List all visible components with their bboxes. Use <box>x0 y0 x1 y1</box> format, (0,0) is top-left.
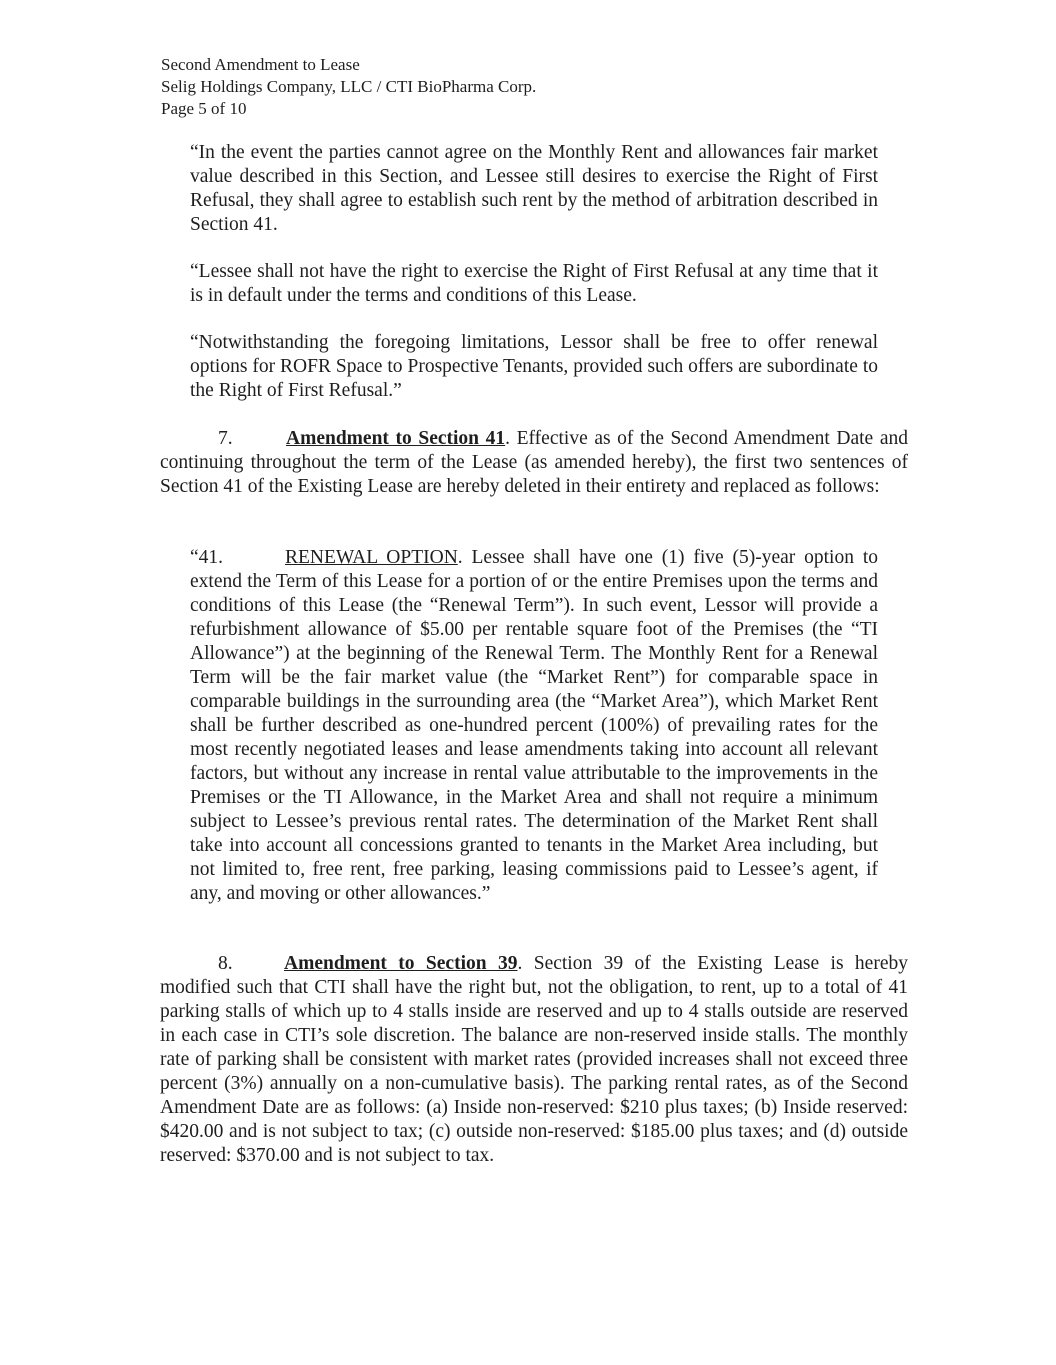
renewal-body: . Lessee shall have one (1) five (5)-year option to extend the Term of this Lease for a portion of or the entire Premises upon the terms and conditions of this Lease (the “Renewal Term”). In such event, Lessor will provide a refurbishment allowance of $5.00 per rentable square foot of the Premises (the “TI Allowance”) at the beginning of the Renewal Term. The Monthly Rent for a Renewal Term will be the fair market value (the “Market Rent”) for comparable space in comparable buildings in the surrounding area (the “Market Area”), which Market Rent shall be further described as one-hundred percent (100%) of prevailing rates for the most recently negotiated leases and lease amendments taking into account all relevant factors, but without any increase in rental value attributable to the improvements in the Premises or the TI Allowance, in the Market Area and shall not require a minimum subject to Lessee’s previous rental rates. The determination of the Market Rent shall take into account all concessions granted to tenants in the Market Area including, but not limited to, free rent, free parking, leasing commissions paid to Lessee’s agent, if any, and moving or other allowances.” <box>190 547 878 904</box>
section-7-number: 7. <box>218 428 233 449</box>
section-8-heading: Amendment to Section 39 <box>284 953 518 974</box>
section-8-body: . Section 39 of the Existing Lease is hereby modified such that CTI shall have the right but, not the obligation, to rent, up to a total of 41 parking stalls of which up to 4 stalls inside are reserved and up to 4 stalls outside are reserved in each case in CTI’s sole discretion. The balance are non-reserved inside stalls. The monthly rate of parking shall be consistent with market rates (provided increases shall not exceed three percent (3%) annually on a non-cumulative basis). The parking rental rates, as of the Second Amendment Date are as follows: (a) Inside non-reserved: $210 plus taxes; (b) Inside reserved: $420.00 and is not subject to tax; (c) outside non-reserved: $185.00 plus taxes; and (d) outside reserved: $370.00 and is not subject to tax. <box>160 953 908 1166</box>
renewal-heading: RENEWAL OPTION <box>285 547 458 568</box>
section-8-number: 8. <box>218 953 233 974</box>
quote-paragraph-default: “Lessee shall not have the right to exercise the Right of First Refusal at any time that it is in default under the terms and conditions of this Lease. <box>190 261 878 306</box>
section-8-paragraph <box>160 952 908 1168</box>
quote-paragraph-arbitration: “In the event the parties cannot agree on the Monthly Rent and allowances fair market value described in this Section, and Lessee still desires to exercise the Right of First Refusal, they shall agree to establish such rent by the method of arbitration described in Section 41. <box>190 142 878 235</box>
section-7-heading: Amendment to Section 41 <box>286 428 506 449</box>
page-header <box>161 54 536 120</box>
renewal-number: “41. <box>190 547 224 568</box>
renewal-option-paragraph <box>190 546 878 906</box>
header-document-title: Second Amendment to Lease <box>161 55 360 74</box>
header-page-number: Page 5 of 10 <box>161 99 247 118</box>
section-7-paragraph <box>160 427 908 499</box>
quote-paragraph-renewal-offers: “Notwithstanding the foregoing limitations, Lessor shall be free to offer renewal options for ROFR Space to Prospective Tenants, provided such offers are subordinate to the Right of First Refusal.” <box>190 332 878 401</box>
section-7-body: . Effective as of the Second Amendment Date and continuing throughout the term of the Lease (as amended hereby), the first two sentences of Section 41 of the Existing Lease are hereby deleted in their entirety and replaced as follows: <box>160 428 908 497</box>
header-parties: Selig Holdings Company, LLC / CTI BioPharma Corp. <box>161 77 537 96</box>
